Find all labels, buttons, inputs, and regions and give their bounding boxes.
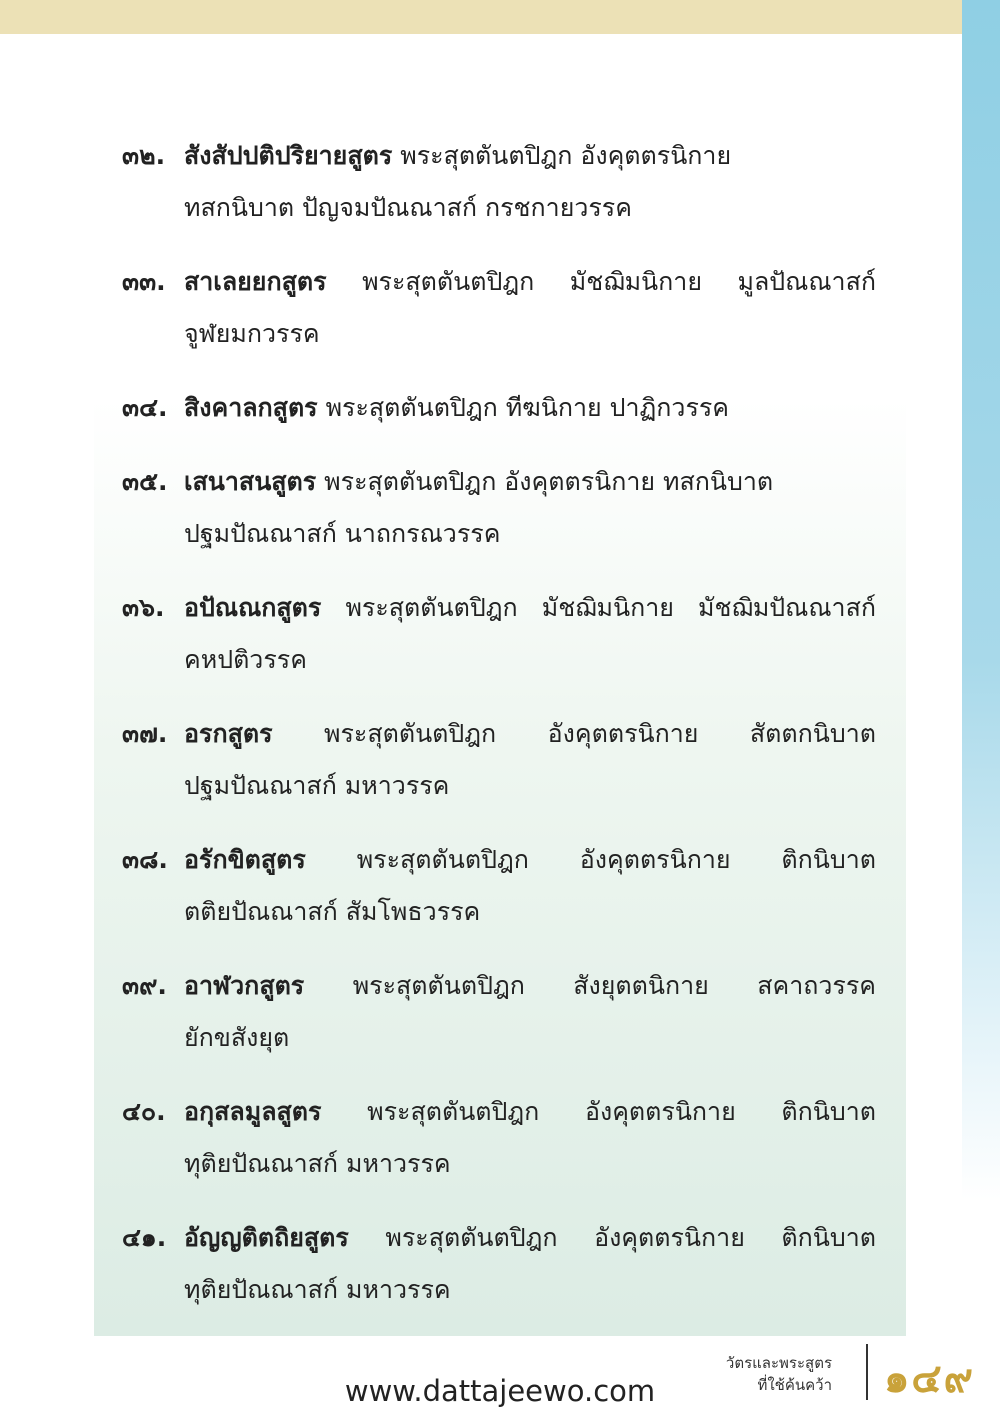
caption-line-2: ที่ใช้ค้นคว้า [757, 1376, 832, 1394]
entry-first-line [122, 1212, 876, 1264]
top-decorative-band [0, 0, 962, 34]
list-item [122, 582, 876, 686]
list-item [122, 256, 876, 360]
entry-number: ๓๓. [122, 267, 166, 296]
entry-first-line [122, 834, 876, 886]
entry-first-line [122, 456, 876, 508]
entry-first-line [122, 130, 876, 182]
sutta-title: อรักขิตสูตร [184, 845, 306, 874]
sutta-source: พระสุตตันตปิฎก อังคุตตรนิกาย ติกนิบาต [367, 1097, 876, 1126]
sutta-title: อาฬวกสูตร [184, 971, 305, 1000]
list-item [122, 1086, 876, 1190]
sutta-title: สังสัปปติปริยายสูตร [184, 141, 393, 170]
sutta-title: เสนาสนสูตร [184, 467, 317, 496]
sutta-title: อปัณณกสูตร [184, 593, 322, 622]
sutta-source: พระสุตตันตปิฎก มัชฌิมนิกาย มูลปัณณาสก์ [362, 267, 876, 296]
entry-first-line [122, 256, 876, 308]
entry-first-line [122, 1086, 876, 1138]
side-decorative-band [962, 0, 1000, 1200]
sutta-source-continuation: ปฐมปัณณาสก์ นาถกรณวรรค [184, 519, 501, 548]
entry-number: ๓๒. [122, 141, 166, 170]
sutta-title: อัญญติตถิยสูตร [184, 1223, 349, 1252]
sutta-source: พระสุตตันตปิฎก อังคุตตรนิกาย ติกนิบาต [385, 1223, 877, 1252]
list-item [122, 834, 876, 938]
entry-number: ๓๔. [122, 393, 168, 422]
entry-first-line [122, 960, 876, 1012]
entry-number: ๔๑. [122, 1223, 167, 1252]
sutta-source: พระสุตตันตปิฎก ทีฆนิกาย ปาฏิกวรรค [325, 393, 730, 422]
sutta-source: พระสุตตันตปิฎก อังคุตตรนิกาย [400, 141, 732, 170]
sutta-source-continuation: ทุติยปัณณาสก์ มหาวรรค [184, 1149, 451, 1178]
sutta-reference-list [122, 130, 876, 1338]
sutta-source-continuation: ปฐมปัณณาสก์ มหาวรรค [184, 771, 450, 800]
list-item [122, 1212, 876, 1316]
sutta-source-continuation: ตติยปัณณาสก์ สัมโพธวรรค [184, 897, 481, 926]
entry-first-line [122, 382, 876, 434]
entry-number: ๓๘. [122, 845, 168, 874]
entry-number: ๓๙. [122, 971, 167, 1000]
sutta-title: สิงคาลกสูตร [184, 393, 318, 422]
footer-divider [866, 1344, 868, 1400]
sutta-source-continuation: ยักขสังยุต [184, 1023, 290, 1052]
sutta-source-continuation: จูฬยมกวรรค [184, 319, 320, 348]
website-url: www.dattajeewo.com [344, 1374, 656, 1408]
list-item [122, 708, 876, 812]
list-item [122, 960, 876, 1064]
entry-number: ๓๕. [122, 467, 168, 496]
sutta-source: พระสุตตันตปิฎก สังยุตตนิกาย สคาถวรรค [352, 971, 876, 1000]
entry-number: ๓๖. [122, 593, 165, 622]
list-item [122, 382, 876, 434]
page-number: ๑๔๙ [884, 1356, 975, 1402]
list-item [122, 130, 876, 234]
sutta-source-continuation: ทุติยปัณณาสก์ มหาวรรค [184, 1275, 451, 1304]
caption-line-1: วัตรและพระสูตร [725, 1354, 832, 1372]
entry-number: ๔๐. [122, 1097, 166, 1126]
sutta-source-continuation: ทสกนิบาต ปัญจมปัณณาสก์ กรชกายวรรค [184, 193, 632, 222]
entry-first-line [122, 582, 876, 634]
sutta-title: อกุสลมูลสูตร [184, 1097, 322, 1126]
sutta-source: พระสุตตันตปิฎก อังคุตตรนิกาย ติกนิบาต [356, 845, 876, 874]
sutta-source-continuation: คหปติวรรค [184, 645, 307, 674]
sutta-title: สาเลยยกสูตร [184, 267, 327, 296]
sutta-title: อรกสูตร [184, 719, 273, 748]
entry-first-line [122, 708, 876, 760]
sutta-source: พระสุตตันตปิฎก อังคุตตรนิกาย ทสกนิบาต [324, 467, 774, 496]
sutta-source: พระสุตตันตปิฎก มัชฌิมนิกาย มัชฌิมปัณณาสก์ [345, 593, 876, 622]
entry-number: ๓๗. [122, 719, 168, 748]
list-item [122, 456, 876, 560]
sutta-source: พระสุตตันตปิฎก อังคุตตรนิกาย สัตตกนิบาต [324, 719, 876, 748]
